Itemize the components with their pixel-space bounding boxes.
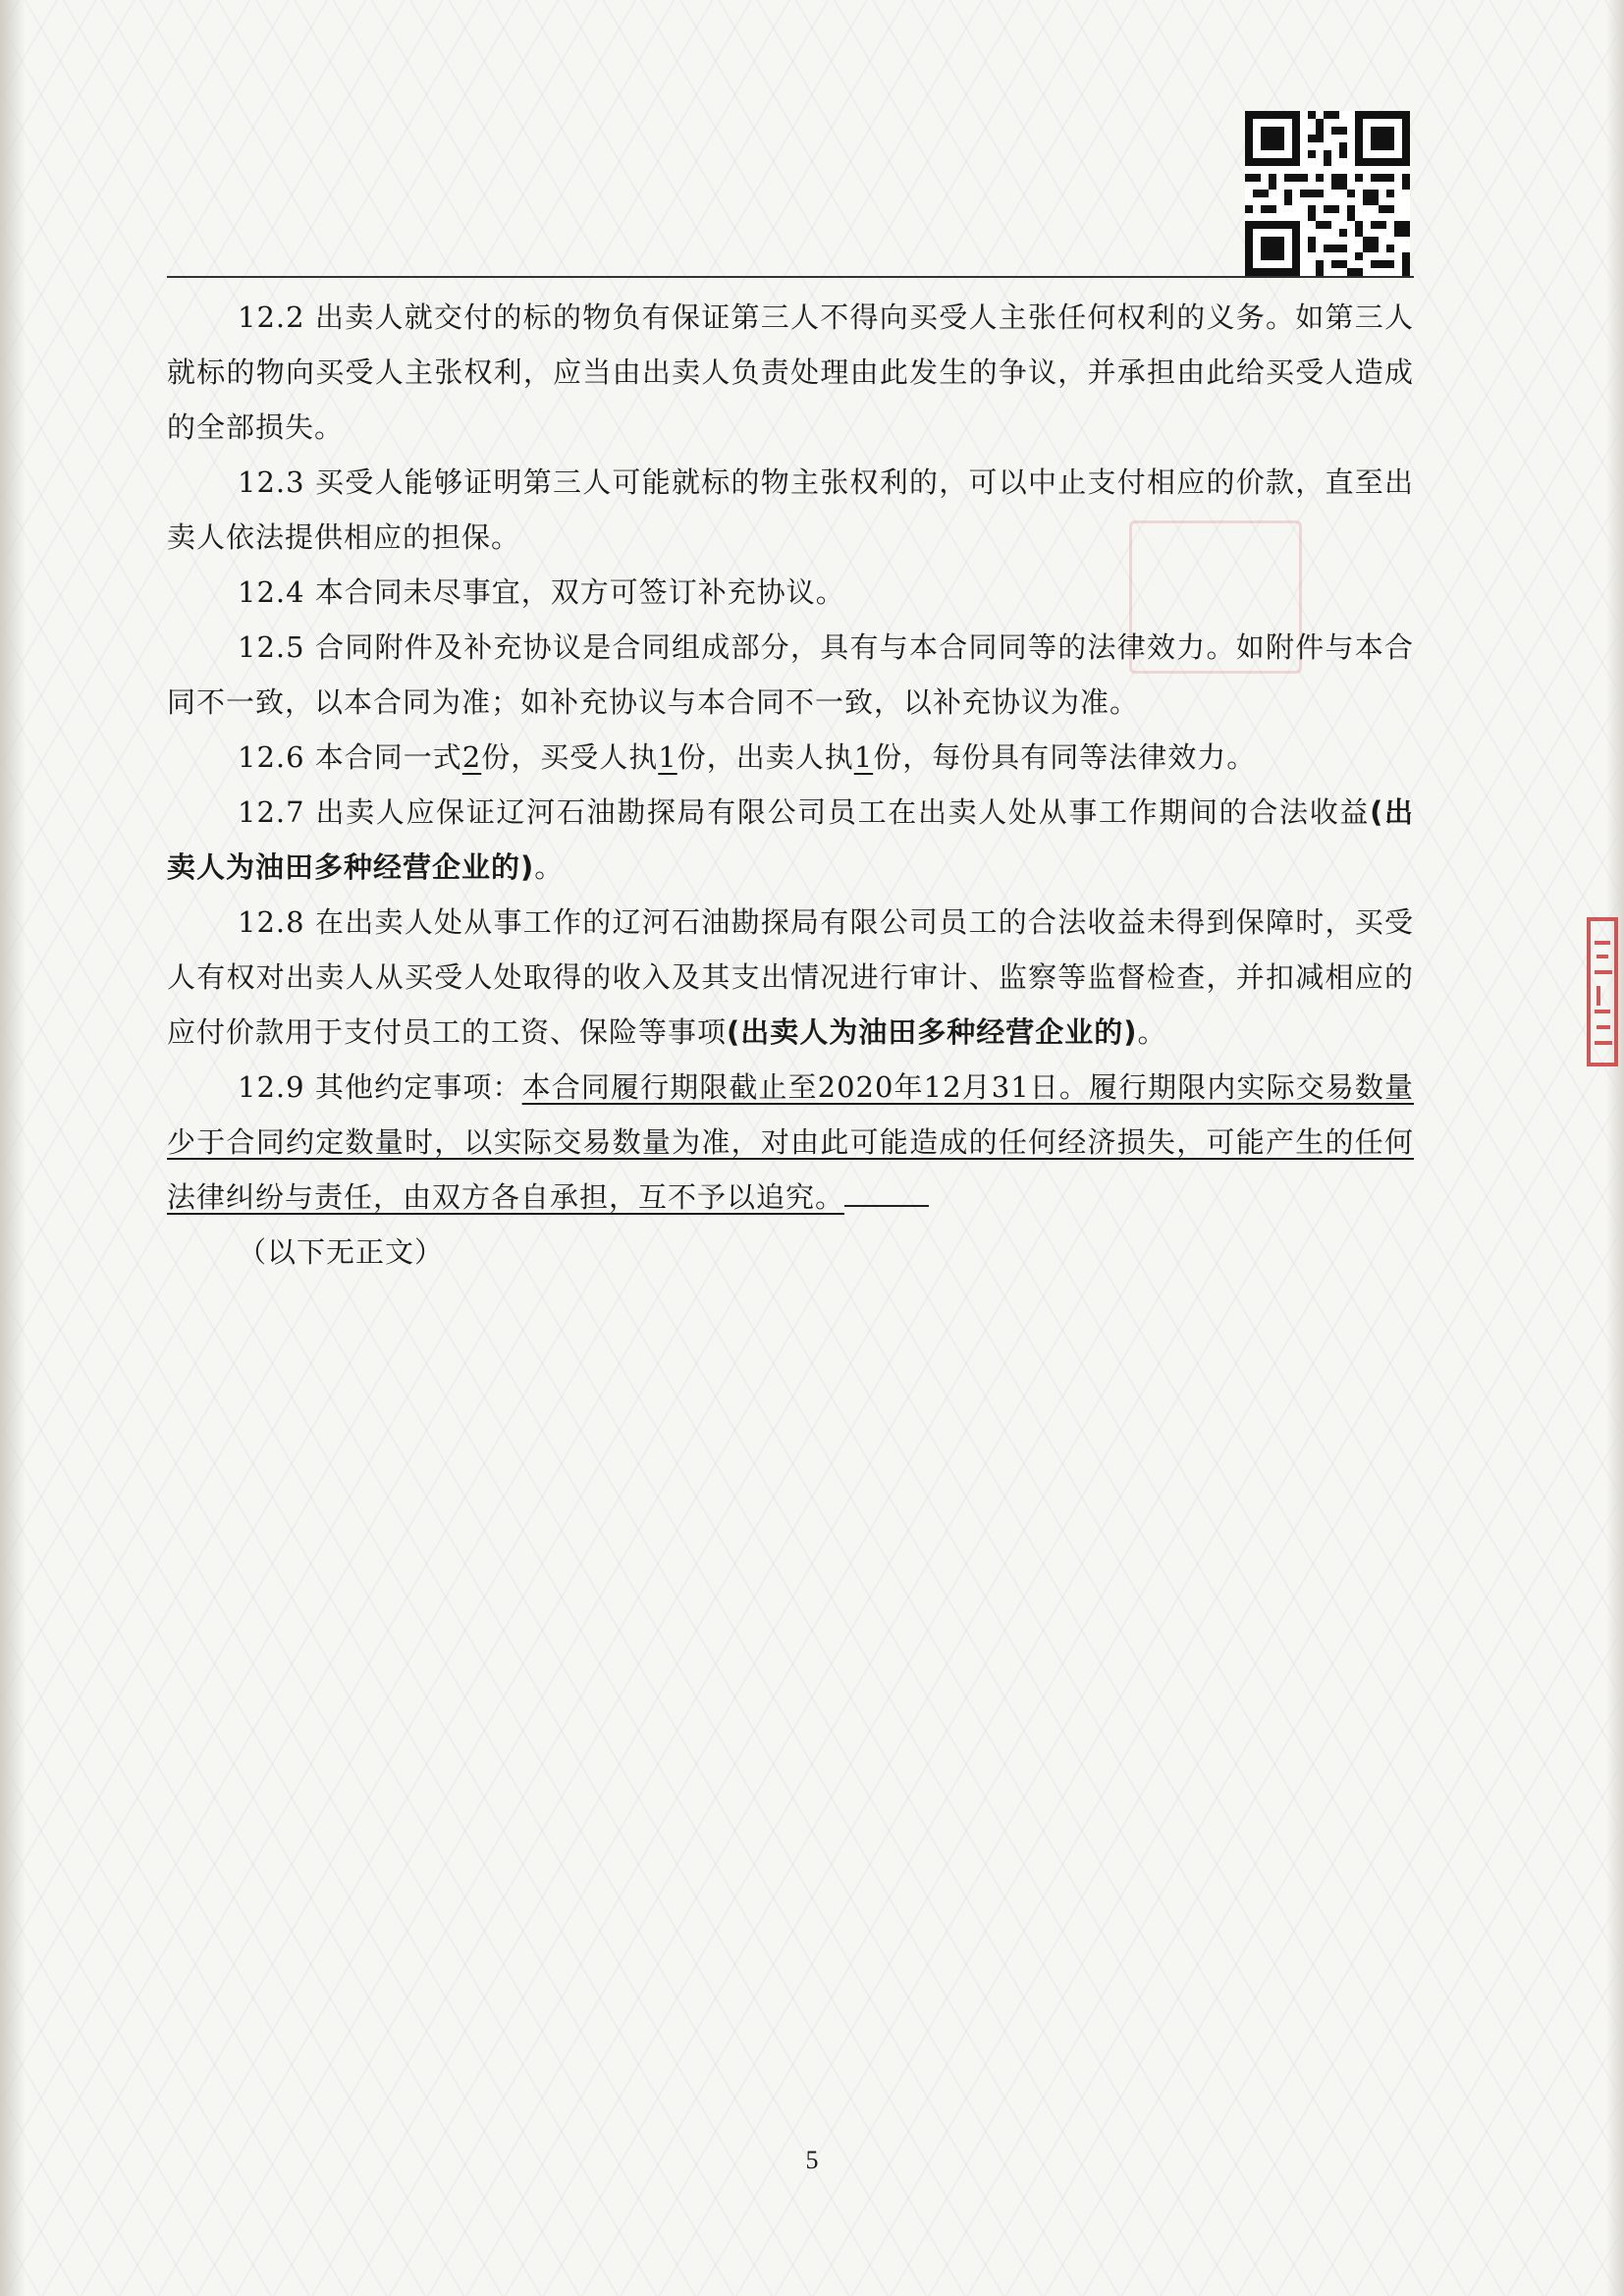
edge-seal-stamp (1583, 913, 1618, 1070)
copies-buyer: 1 (658, 740, 677, 774)
clause-text: 12.3 买受人能够证明第三人可能就标的物主张权利的，可以中止支付相应的价款，直至出卖人依法提供相应的担保。 (167, 465, 1414, 554)
clause-text: 份，买受人执 (481, 740, 659, 774)
clause-condition-bold: (出卖人为油田多种经营企业的) (167, 795, 1414, 884)
clause-text: 12.8 在出卖人处从事工作的辽河石油勘探局有限公司员工的合法收益未得到保障时，买受人有权对出卖人从买受人处取得的收入及其支出情况进行审计、监察等监督检查，并扣减相应的应付价款用于支付员工的工资、保险等事项 (167, 905, 1414, 1049)
clause-text: 12.9 其他约定事项： (238, 1070, 522, 1104)
clause-12-6 (167, 730, 1414, 785)
clause-condition-bold: (出卖人为油田多种经营企业的) (727, 1015, 1138, 1049)
clause-text: 12.5 合同附件及补充协议是合同组成部分，具有与本合同同等的法律效力。如附件与本合同不一致，以本合同为准；如补充协议与本合同不一致，以补充协议为准。 (167, 630, 1414, 719)
contract-body (167, 290, 1414, 1280)
clause-12-7 (167, 785, 1414, 895)
copies-total: 2 (461, 740, 482, 774)
clause-text: 。 (534, 850, 565, 884)
page-number: 5 (805, 2146, 819, 2174)
blank-fill-line (844, 1175, 929, 1207)
clause-12-5 (167, 620, 1414, 730)
header-rule (167, 276, 1414, 278)
qr-code (1245, 111, 1410, 276)
clause-text: 。 (1137, 1015, 1167, 1049)
scan-right-edge (1606, 0, 1624, 2296)
other-agreed-matters: 本合同履行期限截止至2020年12月31日。履行期限内实际交易数量少于合同约定数量时，以实际交易数量为准，对由此可能造成的任何经济损失，可能产生的任何法律纠纷与责任，由双方各自承担，互不予以追究。 (167, 1070, 1415, 1214)
clause-12-3 (167, 455, 1414, 565)
clause-12-2 (167, 290, 1414, 455)
closing-note: （以下无正文） (238, 1235, 445, 1269)
clause-12-9 (167, 1060, 1414, 1225)
clause-text: 12.7 出卖人应保证辽河石油勘探局有限公司员工在出卖人处从事工作期间的合法收益 (238, 795, 1371, 829)
copies-seller: 1 (853, 740, 874, 774)
clause-text: 12.4 本合同未尽事宜，双方可签订补充协议。 (238, 575, 845, 609)
scan-left-shadow (0, 0, 26, 2296)
clause-text: 12.6 本合同一式 (238, 740, 462, 774)
clause-12-4 (167, 565, 1414, 620)
clause-text: 份，出卖人执 (677, 740, 854, 774)
clause-text: 12.2 出卖人就交付的标的物负有保证第三人不得向买受人主张任何权利的义务。如第三人就标的物向买受人主张权利，应当由出卖人负责处理由此发生的争议，并承担由此给买受人造成的全部损失。 (167, 301, 1414, 444)
clause-12-8 (167, 895, 1414, 1060)
clause-text: 份，每份具有同等法律效力。 (873, 740, 1257, 774)
